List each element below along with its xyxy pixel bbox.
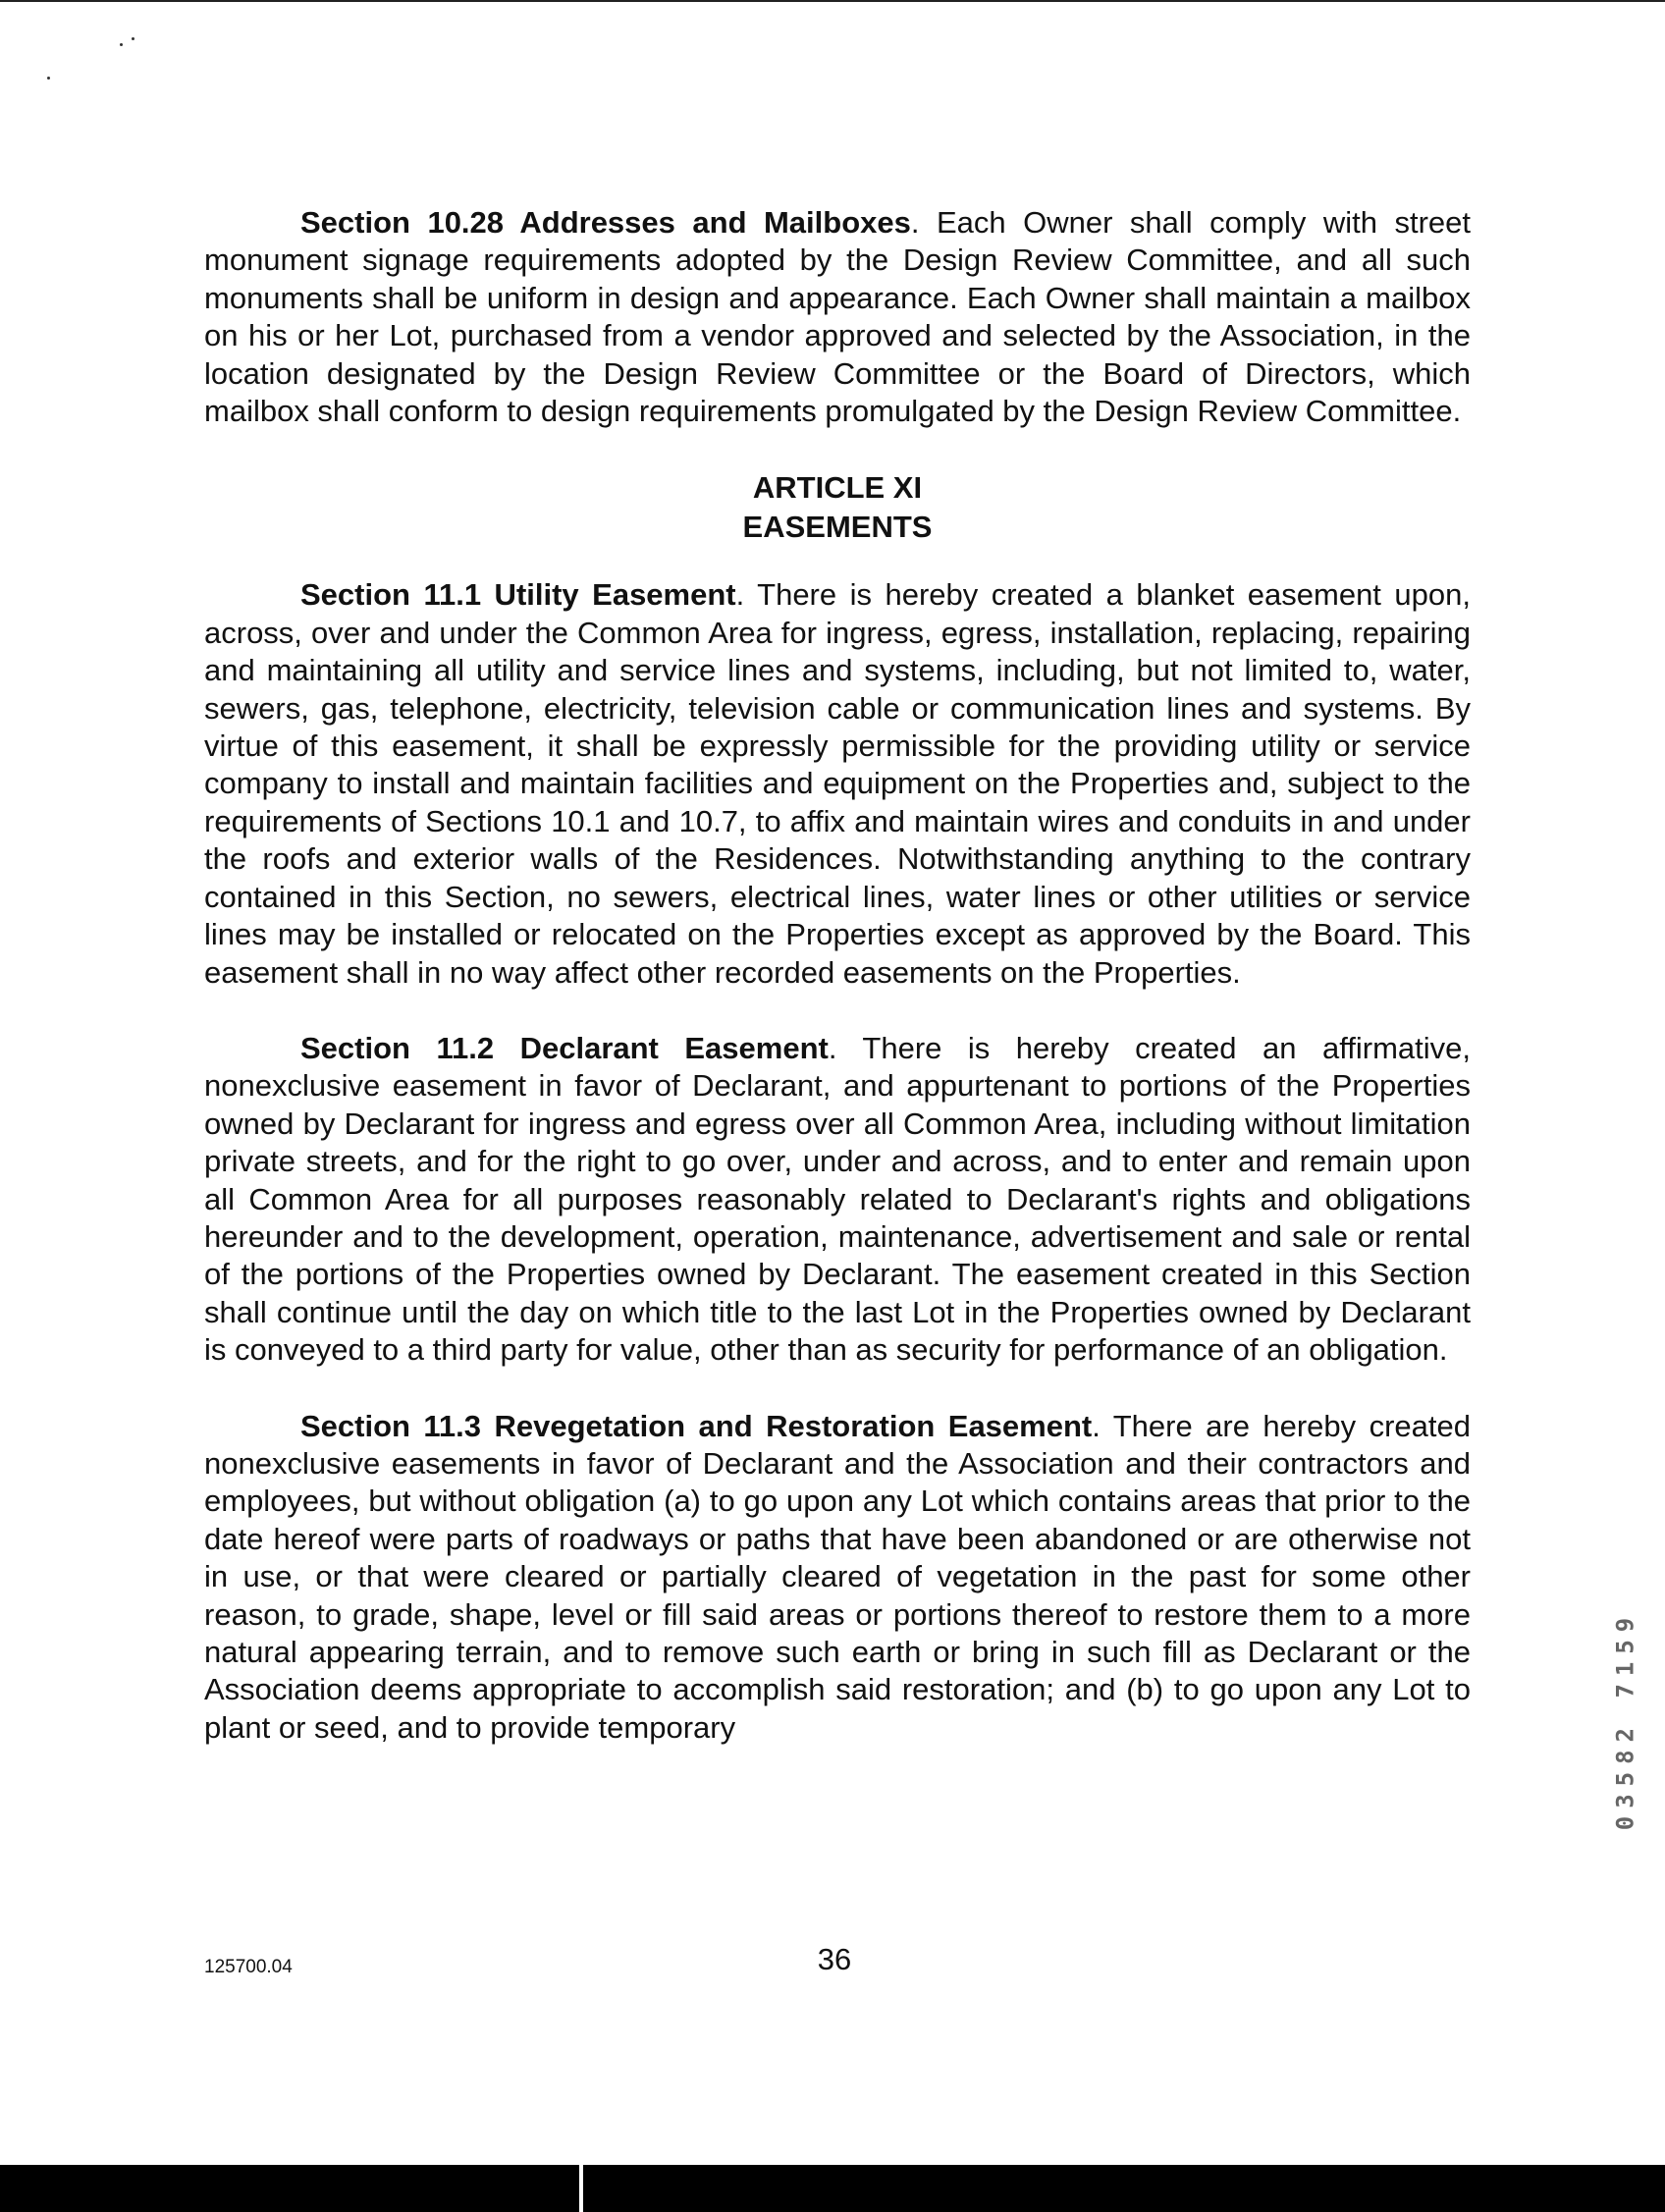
recording-stamp — [1610, 1553, 1639, 1887]
document-id: 125700.04 — [204, 1957, 293, 1977]
scan-top-edge — [0, 0, 1665, 2]
section-text: . There is hereby created a blanket easement upon, across, over and under the Common Area for ingress, egress, installation, replacing, repairing and maintaining all utility and service lines and systems, including, but not limited to, water, sewers, gas, telephone, electricity, television cable or communication lines and systems. By virtue of this easement, it shall be expressly permissible for the providing utility or service company to install and maintain facilities and equipment on the Properties and, subject to the requirements of Sections 10.1 and 10.7, to affix and maintain wires and conduits in and under the roofs and exterior walls of the Residences. Notwithstanding anything to the contrary contained in this Section, no sewers, electrical lines, water lines or other utilities or service lines may be installed or relocated on the Properties except as approved by the Board. This easement shall in no way affect other recorded easements on the Properties. — [204, 577, 1471, 990]
recording-stamp-text: 03582 7159 — [1611, 1609, 1638, 1831]
scan-speck — [132, 37, 134, 40]
section-10-28 — [204, 204, 1471, 430]
article-title: EASEMENTS — [742, 510, 933, 545]
section-text: . There are hereby created nonexclusive easements in favor of Declarant and the Association and their contractors and employees, but without obligation (a) to go upon any Lot which contains areas that prior to the date hereof were parts of roadways or paths that have been abandoned or are otherwise not in use, or that were cleared or partially cleared of vegetation in the past for some other reason, to grade, shape, level or fill said areas or portions thereof to restore them to a more natural appearing terrain, and to remove such earth or bring in such fill as Declarant or the Association deems appropriate to accomplish said restoration; and (b) to go upon any Lot to plant or seed, and to provide temporary — [204, 1408, 1471, 1745]
section-text: . There is hereby created an affirmative, nonexclusive easement in favor of Declarant, and appurtenant to portions of the Properties owned by Declarant for ingress and egress over all Common Area, including without limitation private streets, and for the right to go over, under and across, and to enter and remain upon all Common Area for all purposes reasonably related to Declarant's rights and obligations hereunder and to the development, operation, maintenance, advertisement and sale or rental of the portions of the Properties owned by Declarant. The easement created in this Section shall continue until the day on which title to the last Lot in the Properties owned by Declarant is conveyed to a third party for value, other than as security for performance of an obligation. — [204, 1030, 1471, 1368]
document-body — [204, 204, 1471, 1747]
section-heading: Section 11.1 Utility Easement — [300, 577, 736, 613]
section-heading: Section 11.2 Declarant Easement — [300, 1030, 829, 1065]
section-heading: Section 11.3 Revegetation and Restoration Easement — [300, 1408, 1093, 1443]
section-heading: Section 10.28 Addresses and Mailboxes — [300, 205, 911, 240]
page-number: 36 — [817, 1942, 852, 1976]
scan-bottom-edge — [0, 2165, 1665, 2212]
article-number: ARTICLE XI — [752, 470, 923, 506]
section-11-3 — [204, 1408, 1471, 1748]
section-11-1 — [204, 576, 1471, 991]
section-11-2 — [204, 1030, 1471, 1370]
section-text: . Each Owner shall comply with street monument signage requirements adopted by the Design Review Committee, and all such monuments shall be uniform in design and appearance. Each Owner shall maintain a mailbox on his or her Lot, purchased from a vendor approved and selected by the Association, in the location designated by the Design Review Committee or the Board of Directors, which mailbox shall conform to design requirements promulgated by the Design Review Committee. — [204, 205, 1471, 429]
scan-bottom-gap — [579, 2165, 583, 2212]
scan-speck — [47, 77, 50, 80]
scan-speck — [120, 43, 123, 46]
article-heading — [204, 468, 1471, 547]
